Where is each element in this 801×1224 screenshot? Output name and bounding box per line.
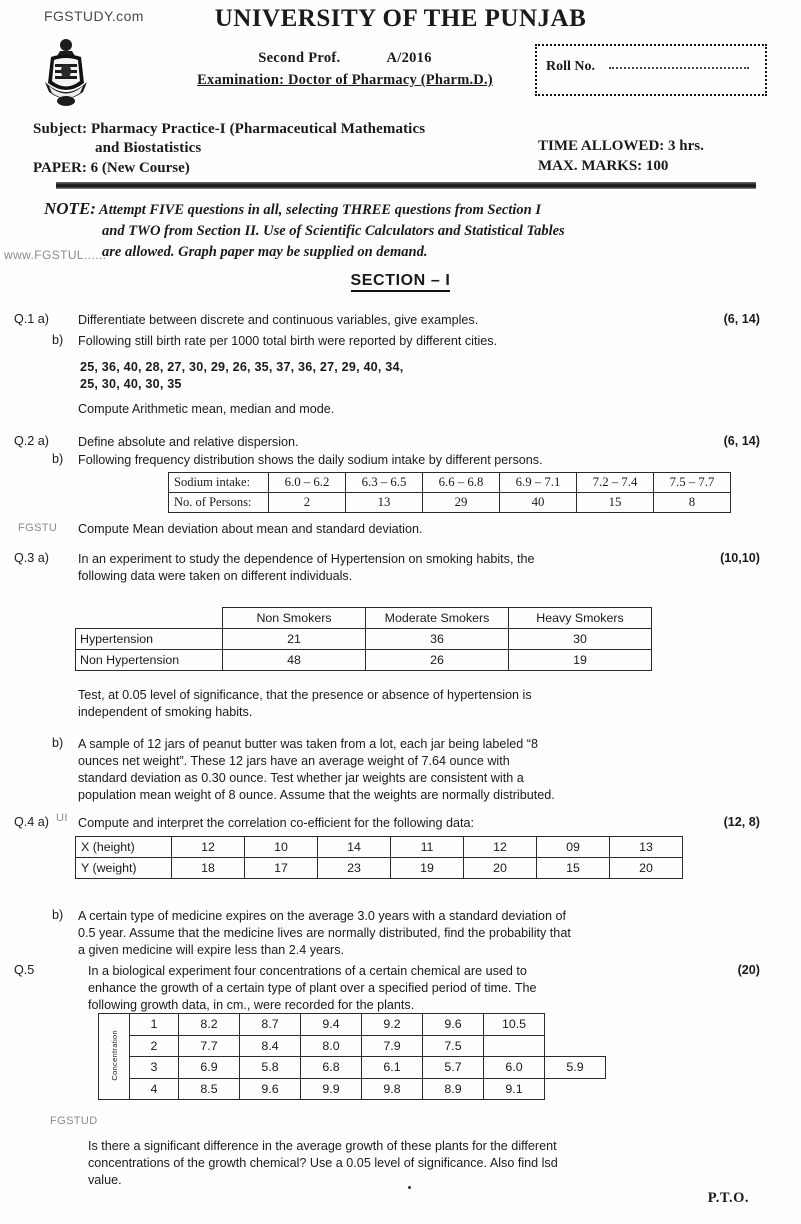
q5-marks: (20) bbox=[737, 963, 760, 977]
cell-value: 8.0 bbox=[301, 1035, 362, 1057]
cell-value bbox=[484, 1035, 545, 1057]
q2a-text: Define absolute and relative dispersion. bbox=[78, 435, 299, 449]
q4-number: Q.4 a) bbox=[14, 815, 49, 829]
q3a-text-line-2: following data were taken on different individuals. bbox=[78, 569, 353, 583]
concentration-axis-label: Concentration bbox=[99, 1014, 130, 1100]
table-row bbox=[76, 837, 683, 858]
sodium-interval: 6.0 – 6.2 bbox=[269, 473, 346, 493]
cell-value: 8.4 bbox=[240, 1035, 301, 1057]
q5-text-line-3: following growth data, in cm., were recorded for the plants. bbox=[88, 998, 415, 1012]
q5-closing-line-2: concentrations of the growth chemical? Use a 0.05 level of significance. Also find lsd bbox=[88, 1156, 558, 1170]
roll-no-blank[interactable] bbox=[609, 67, 749, 69]
sodium-interval: 7.2 – 7.4 bbox=[577, 473, 654, 493]
table-row bbox=[169, 493, 731, 513]
table-row bbox=[99, 1057, 606, 1079]
page-title: UNIVERSITY OF THE PUNJAB bbox=[214, 5, 587, 32]
column-header: Heavy Smokers bbox=[509, 608, 652, 629]
note-block bbox=[44, 198, 760, 263]
q4b-line-1: A certain type of medicine expires on the average 3.0 years with a standard deviation of bbox=[78, 909, 566, 923]
watermark-q4-area: UI bbox=[56, 812, 68, 824]
cell-value: 12 bbox=[172, 837, 245, 858]
q1-compute-text: Compute Arithmetic mean, median and mode. bbox=[78, 402, 335, 416]
cell-value: 19 bbox=[391, 858, 464, 879]
hypertension-smoking-table bbox=[75, 607, 652, 671]
sodium-row-header: Sodium intake: bbox=[169, 473, 269, 493]
paper-number: PAPER: 6 (New Course) bbox=[33, 160, 190, 176]
row-header: Y (weight) bbox=[76, 858, 172, 879]
q3b-line-1: A sample of 12 jars of peanut butter was taken from a lot, each jar being labeled “8 bbox=[78, 737, 538, 751]
table-row bbox=[99, 1078, 606, 1100]
cell-value: 23 bbox=[318, 858, 391, 879]
sodium-intake-table bbox=[168, 472, 731, 513]
q2-number: Q.2 a) bbox=[14, 434, 49, 448]
q3-test-line-2: independent of smoking habits. bbox=[78, 705, 253, 719]
cell-value: 9.4 bbox=[301, 1014, 362, 1036]
cell-value: 6.8 bbox=[301, 1057, 362, 1079]
q5-closing-line-3: value. bbox=[88, 1173, 122, 1187]
cell-value: 9.9 bbox=[301, 1078, 362, 1100]
header-divider bbox=[56, 182, 756, 189]
section-heading bbox=[0, 272, 801, 290]
cell-value: 9.8 bbox=[362, 1078, 423, 1100]
cell-value: 20 bbox=[464, 858, 537, 879]
roll-no-label: Roll No. bbox=[546, 59, 595, 74]
q1-data-line-2: 25, 30, 40, 30, 35 bbox=[80, 377, 182, 391]
persons-value: 8 bbox=[654, 493, 731, 513]
section-title: SECTION – I bbox=[351, 272, 451, 292]
cell-value: 5.9 bbox=[545, 1057, 606, 1079]
q1a-text: Differentiate between discrete and continuous variables, give examples. bbox=[78, 313, 479, 327]
q2b-label: b) bbox=[52, 452, 64, 466]
sodium-interval: 7.5 – 7.7 bbox=[654, 473, 731, 493]
cell-value: 30 bbox=[509, 629, 652, 650]
subject-block bbox=[33, 120, 425, 158]
cell-value: 48 bbox=[223, 650, 366, 671]
table-row bbox=[76, 650, 652, 671]
row-index: 2 bbox=[130, 1035, 179, 1057]
persons-value: 2 bbox=[269, 493, 346, 513]
note-line-3: are allowed. Graph paper may be supplied on demand. bbox=[102, 244, 428, 260]
corner-cell bbox=[76, 608, 223, 629]
q3-number: Q.3 a) bbox=[14, 551, 49, 565]
page-artifact-dot bbox=[408, 1186, 411, 1189]
q2-marks: (6, 14) bbox=[723, 434, 760, 448]
q5-text-line-1: In a biological experiment four concentrations of a certain chemical are used to bbox=[88, 964, 527, 978]
cell-value: 7.7 bbox=[179, 1035, 240, 1057]
subject-line-1: Subject: Pharmacy Practice-I (Pharmaceutical Mathematics bbox=[33, 121, 426, 137]
cell-value: 8.7 bbox=[240, 1014, 301, 1036]
table-row bbox=[99, 1014, 606, 1036]
exam-meta-block bbox=[538, 136, 704, 176]
watermark-q5-area: FGSTUD bbox=[50, 1115, 98, 1127]
q4b-label: b) bbox=[52, 908, 64, 922]
pto-label: P.T.O. bbox=[707, 1190, 749, 1206]
cell-value: 09 bbox=[537, 837, 610, 858]
column-header: Non Smokers bbox=[223, 608, 366, 629]
cell-value: 17 bbox=[245, 858, 318, 879]
table-row bbox=[76, 858, 683, 879]
exam-name: Examination: Doctor of Pharmacy (Pharm.D.) bbox=[197, 72, 493, 88]
cell-value: 9.2 bbox=[362, 1014, 423, 1036]
sodium-interval: 6.9 – 7.1 bbox=[500, 473, 577, 493]
q3b-label: b) bbox=[52, 736, 64, 750]
q3b-line-4: population mean weight of 8 ounce. Assume that the weights are normally distributed. bbox=[78, 788, 555, 802]
cell-value: 21 bbox=[223, 629, 366, 650]
max-marks: MAX. MARKS: 100 bbox=[538, 158, 669, 174]
cell-value: 7.5 bbox=[423, 1035, 484, 1057]
persons-value: 29 bbox=[423, 493, 500, 513]
row-header: Hypertension bbox=[76, 629, 223, 650]
cell-value: 5.7 bbox=[423, 1057, 484, 1079]
q1b-label: b) bbox=[52, 333, 64, 347]
q5-number: Q.5 bbox=[14, 963, 35, 977]
exam-prof: Second Prof. bbox=[258, 50, 341, 66]
university-crest-icon bbox=[35, 38, 97, 108]
q3-marks: (10,10) bbox=[720, 551, 760, 565]
q5-closing-line-1: Is there a significant difference in the average growth of these plants for the different bbox=[88, 1139, 557, 1153]
cell-value: 36 bbox=[366, 629, 509, 650]
cell-value: 20 bbox=[610, 858, 683, 879]
cell-value: 5.8 bbox=[240, 1057, 301, 1079]
note-line-1: Attempt FIVE questions in all, selecting THREE questions from Section I bbox=[99, 202, 541, 218]
cell-value: 8.9 bbox=[423, 1078, 484, 1100]
cell-value: 26 bbox=[366, 650, 509, 671]
persons-value: 15 bbox=[577, 493, 654, 513]
cell-value: 6.0 bbox=[484, 1057, 545, 1079]
watermark-top: FGSTUDY.com bbox=[44, 8, 144, 24]
note-line-2: and TWO from Section II. Use of Scientific Calculators and Statistical Tables bbox=[102, 223, 565, 239]
table-header-row bbox=[76, 608, 652, 629]
cell-value bbox=[545, 1014, 606, 1036]
cell-value: 8.2 bbox=[179, 1014, 240, 1036]
watermark-q2-area: FGSTU bbox=[18, 522, 58, 534]
q4a-text: Compute and interpret the correlation co-efficient for the following data: bbox=[78, 816, 474, 830]
cell-value bbox=[545, 1035, 606, 1057]
cell-value: 11 bbox=[391, 837, 464, 858]
q2b-text: Following frequency distribution shows the daily sodium intake by different persons. bbox=[78, 453, 543, 467]
persons-value: 40 bbox=[500, 493, 577, 513]
exam-header-center bbox=[150, 50, 540, 89]
persons-row-header: No. of Persons: bbox=[169, 493, 269, 513]
q4b-line-3: a given medicine will expire less than 2.4 years. bbox=[78, 943, 344, 957]
exam-session: A/2016 bbox=[386, 50, 432, 66]
cell-value: 7.9 bbox=[362, 1035, 423, 1057]
time-allowed: TIME ALLOWED: 3 hrs. bbox=[538, 138, 704, 154]
cell-value: 10.5 bbox=[484, 1014, 545, 1036]
row-index: 4 bbox=[130, 1078, 179, 1100]
correlation-data-table bbox=[75, 836, 683, 879]
cell-value: 9.1 bbox=[484, 1078, 545, 1100]
cell-value: 19 bbox=[509, 650, 652, 671]
q3b-line-3: standard deviation as 0.30 ounce. Test whether jar weights are consistent with a bbox=[78, 771, 524, 785]
cell-value: 6.1 bbox=[362, 1057, 423, 1079]
cell-value: 9.6 bbox=[423, 1014, 484, 1036]
q3a-text-line-1: In an experiment to study the dependence of Hypertension on smoking habits, the bbox=[78, 552, 535, 566]
persons-value: 13 bbox=[346, 493, 423, 513]
cell-value: 18 bbox=[172, 858, 245, 879]
row-header: X (height) bbox=[76, 837, 172, 858]
cell-value: 14 bbox=[318, 837, 391, 858]
sodium-interval: 6.3 – 6.5 bbox=[346, 473, 423, 493]
q4b-line-2: 0.5 year. Assume that the medicine lives are normally distributed, find the probability that bbox=[78, 926, 571, 940]
q1-number: Q.1 a) bbox=[14, 312, 49, 326]
watermark-note-area: www.FGSTUL...... bbox=[4, 248, 107, 262]
cell-value: 10 bbox=[245, 837, 318, 858]
table-row bbox=[99, 1035, 606, 1057]
cell-value bbox=[545, 1078, 606, 1100]
cell-value: 8.5 bbox=[179, 1078, 240, 1100]
subject-line-2: and Biostatistics bbox=[95, 140, 202, 156]
q1b-text: Following still birth rate per 1000 total birth were reported by different cities. bbox=[78, 334, 498, 348]
q3-test-line-1: Test, at 0.05 level of significance, that the presence or absence of hypertension is bbox=[78, 688, 532, 702]
q4-marks: (12, 8) bbox=[723, 815, 760, 829]
q3b-line-2: ounces net weight”. These 12 jars have an average weight of 7.64 ounce with bbox=[78, 754, 510, 768]
table-row bbox=[169, 473, 731, 493]
cell-value: 9.6 bbox=[240, 1078, 301, 1100]
column-header: Moderate Smokers bbox=[366, 608, 509, 629]
cell-value: 6.9 bbox=[179, 1057, 240, 1079]
row-header: Non Hypertension bbox=[76, 650, 223, 671]
table-row bbox=[76, 629, 652, 650]
sodium-interval: 6.6 – 6.8 bbox=[423, 473, 500, 493]
cell-value: 13 bbox=[610, 837, 683, 858]
cell-value: 12 bbox=[464, 837, 537, 858]
q1-data-line-1: 25, 36, 40, 28, 27, 30, 29, 26, 35, 37, 36, 27, 29, 40, 34, bbox=[80, 360, 404, 374]
note-label: NOTE: bbox=[44, 199, 96, 218]
cell-value: 15 bbox=[537, 858, 610, 879]
row-index: 1 bbox=[130, 1014, 179, 1036]
growth-data-table bbox=[98, 1013, 606, 1100]
q1-marks: (6, 14) bbox=[723, 312, 760, 326]
q5-text-line-2: enhance the growth of a certain type of plant over a specified period of time. The bbox=[88, 981, 537, 995]
roll-no-box[interactable] bbox=[535, 44, 767, 96]
row-index: 3 bbox=[130, 1057, 179, 1079]
q2-compute-text: Compute Mean deviation about mean and standard deviation. bbox=[78, 522, 423, 536]
